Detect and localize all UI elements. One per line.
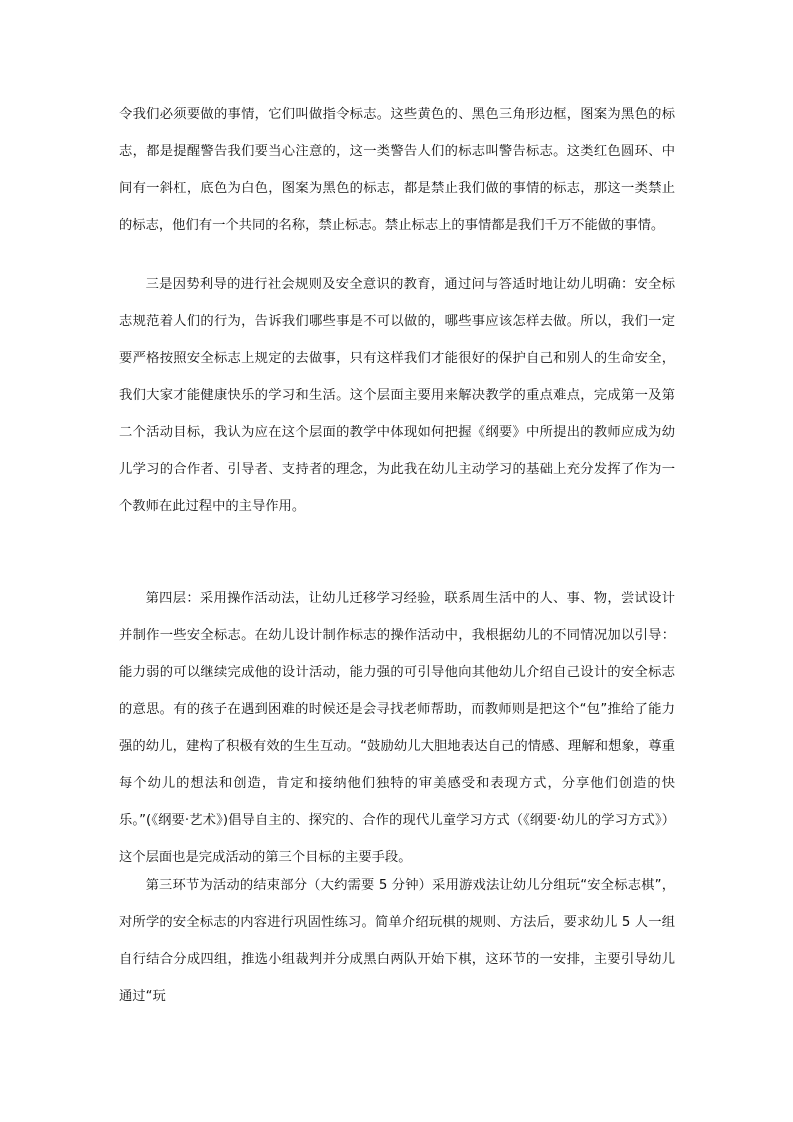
paragraph-2: 三是因势利导的进行社会规则及安全意识的教育，通过问与答适时地让幼儿明确：安全标志规范着人们的行为，告诉我们哪些事是不可以做的，哪些事应该怎样去做。所以，我们一定要严格按照安全标志上规定的去做事，只有这样我们才能很好的保护自己和别人的生命安全，我们大家才能健康快乐的学习和生活。这个层面主要用来解决教学的重点难点，完成第一及第二个活动目标，我认为应在这个层面的教学中体现如何把握《纲要》中所提出的教师应成为幼儿学习的合作者、引导者、支持者的理念，为此我在幼儿主动学习的基础上充分发挥了作为一个教师在此过程中的主导作用。 [119,277,675,514]
paragraph-3: 第四层：采用操作活动法，让幼儿迁移学习经验，联系周生活中的人、事、物，尝试设计并制作一些安全标志。在幼儿设计制作标志的操作活动中，我根据幼儿的不同情况加以引导：能力弱的可以继续完成他的设计活动，能力强的可引导他向其他幼儿介绍自己设计的安全标志的意思。有的孩子在遇到困难的时候还是会寻找老师帮助，而教师则是把这个“包”推给了能力强的幼儿，建构了积极有效的生生互动。“鼓励幼儿大胆地表达自己的情感、理解和想象，尊重每个幼儿的想法和创造，肯定和接纳他们独特的审美感受和表现方式，分享他们创造的快乐。”(《纲要·艺术》)倡导自主的、探究的、合作的现代儿童学习方式（《纲要·幼儿的学习方式》）这个层面也是完成活动的第三个目标的主要手段。 [119,591,675,865]
paragraph-4: 第三环节为活动的结束部分（大约需要 5 分钟）采用游戏法让幼儿分组玩“安全标志棋”，对所学的安全标志的内容进行巩固性练习。简单介绍玩棋的规则、方法后，要求幼儿 5 人一组自行结合分成四组，推选小组裁判并分成黑白两队开始下棋，这环节的一安排，主要引导幼儿通过“玩 [119,878,675,1004]
paragraph-1: 令我们必须要做的事情，它们叫做指令标志。这些黄色的、黑色三角形边框，图案为黑色的标志，都是提醒警告我们要当心注意的，这一类警告人们的标志叫警告标志。这类红色圆环、中间有一斜杠，底色为白色，图案为黑色的标志，都是禁止我们做的事情的标志，那这一类禁止的标志，他们有一个共同的名称，禁止标志。禁止标志上的事情都是我们千万不能做的事情。 [119,107,675,233]
